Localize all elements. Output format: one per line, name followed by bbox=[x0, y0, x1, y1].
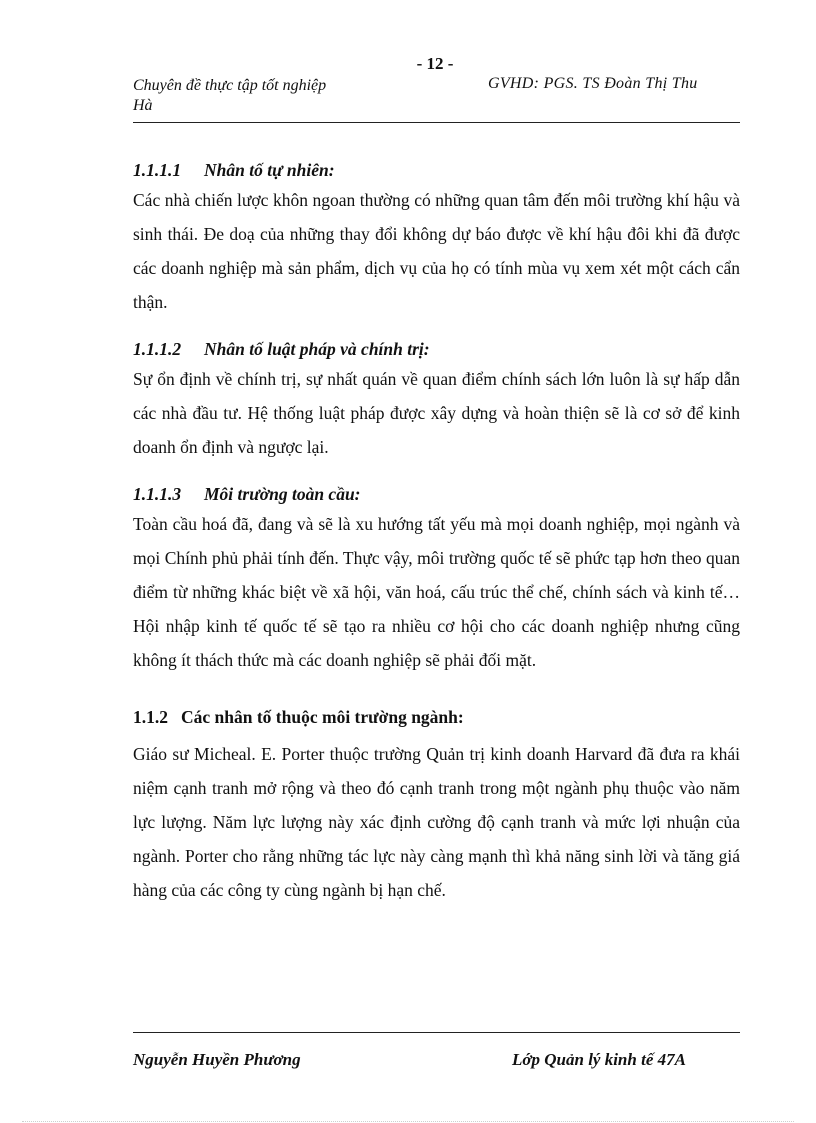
section-number: 1.1.1.1 bbox=[133, 160, 182, 180]
section-heading-industry bbox=[133, 697, 740, 737]
footer-author: Nguyễn Huyền Phương bbox=[133, 1050, 301, 1069]
header-advisor: GVHD: PGS. TS Đoàn Thị Thu bbox=[488, 75, 698, 92]
section-paragraph: Giáo sư Micheal. E. Porter thuộc trường Quản trị kinh doanh Harvard đã đưa ra khái niệm cạnh tranh mở rộng và theo đó cạnh tranh trong một ngành phụ thuộc vào năm lực lượng. Năm lực lượng này xác định cường độ cạnh tranh và mức lợi nhuận của ngành. Porter cho rằng những tác lực này càng mạnh thì khả năng sinh lời và tăng giá hàng của các công ty cùng ngành bị hạn chế. bbox=[133, 744, 740, 900]
page-number: - 12 - bbox=[416, 54, 454, 73]
section-title: Nhân tố tự nhiên: bbox=[204, 160, 335, 180]
section-title: Nhân tố luật pháp và chính trị: bbox=[204, 339, 430, 359]
footer-class: Lớp Quản lý kinh tế 47A bbox=[512, 1050, 686, 1069]
section-title: Các nhân tố thuộc môi trường ngành: bbox=[181, 707, 464, 727]
section-title: Môi trường toàn cầu: bbox=[204, 484, 361, 504]
header-advisor-continued: Hà bbox=[133, 97, 153, 114]
section-paragraph: Các nhà chiến lược khôn ngoan thường có những quan tâm đến môi trường khí hậu và sinh thái. Đe doạ của những thay đổi không dự báo được về khí hậu đôi khi đã được các doanh nghiệp mà sản phẩm, dịch vụ của họ có tính mùa vụ xem xét một cách cẩn thận. bbox=[133, 190, 740, 312]
header-rule bbox=[133, 122, 740, 123]
section-number: 1.1.2 bbox=[133, 707, 168, 727]
footer-rule bbox=[133, 1032, 740, 1033]
header-thesis-title: Chuyên đề thực tập tốt nghiệp bbox=[133, 77, 327, 94]
section-number: 1.1.1.2 bbox=[133, 339, 182, 359]
section-number: 1.1.1.3 bbox=[133, 484, 182, 504]
section-paragraph: Sự ổn định về chính trị, sự nhất quán về quan điểm chính sách lớn luôn là sự hấp dẫn các nhà đầu tư. Hệ thống luật pháp được xây dựng và hoàn thiện sẽ là cơ sở để kinh doanh ổn định và ngược lại. bbox=[133, 369, 740, 457]
page-edge bbox=[22, 1121, 794, 1122]
document-body bbox=[133, 150, 740, 907]
section-paragraph: Toàn cầu hoá đã, đang và sẽ là xu hướng tất yếu mà mọi doanh nghiệp, mọi ngành và mọi Chính phủ phải tính đến. Thực vậy, môi trường quốc tế sẽ phức tạp hơn theo quan điểm từ những khác biệt về xã hội, văn hoá, cấu trúc thể chế, chính sách và kinh tế… Hội nhập kinh tế quốc tế sẽ tạo ra nhiều cơ hội cho các doanh nghiệp nhưng cũng không ít thách thức mà các doanh nghiệp sẽ phải đối mặt. bbox=[133, 514, 740, 670]
